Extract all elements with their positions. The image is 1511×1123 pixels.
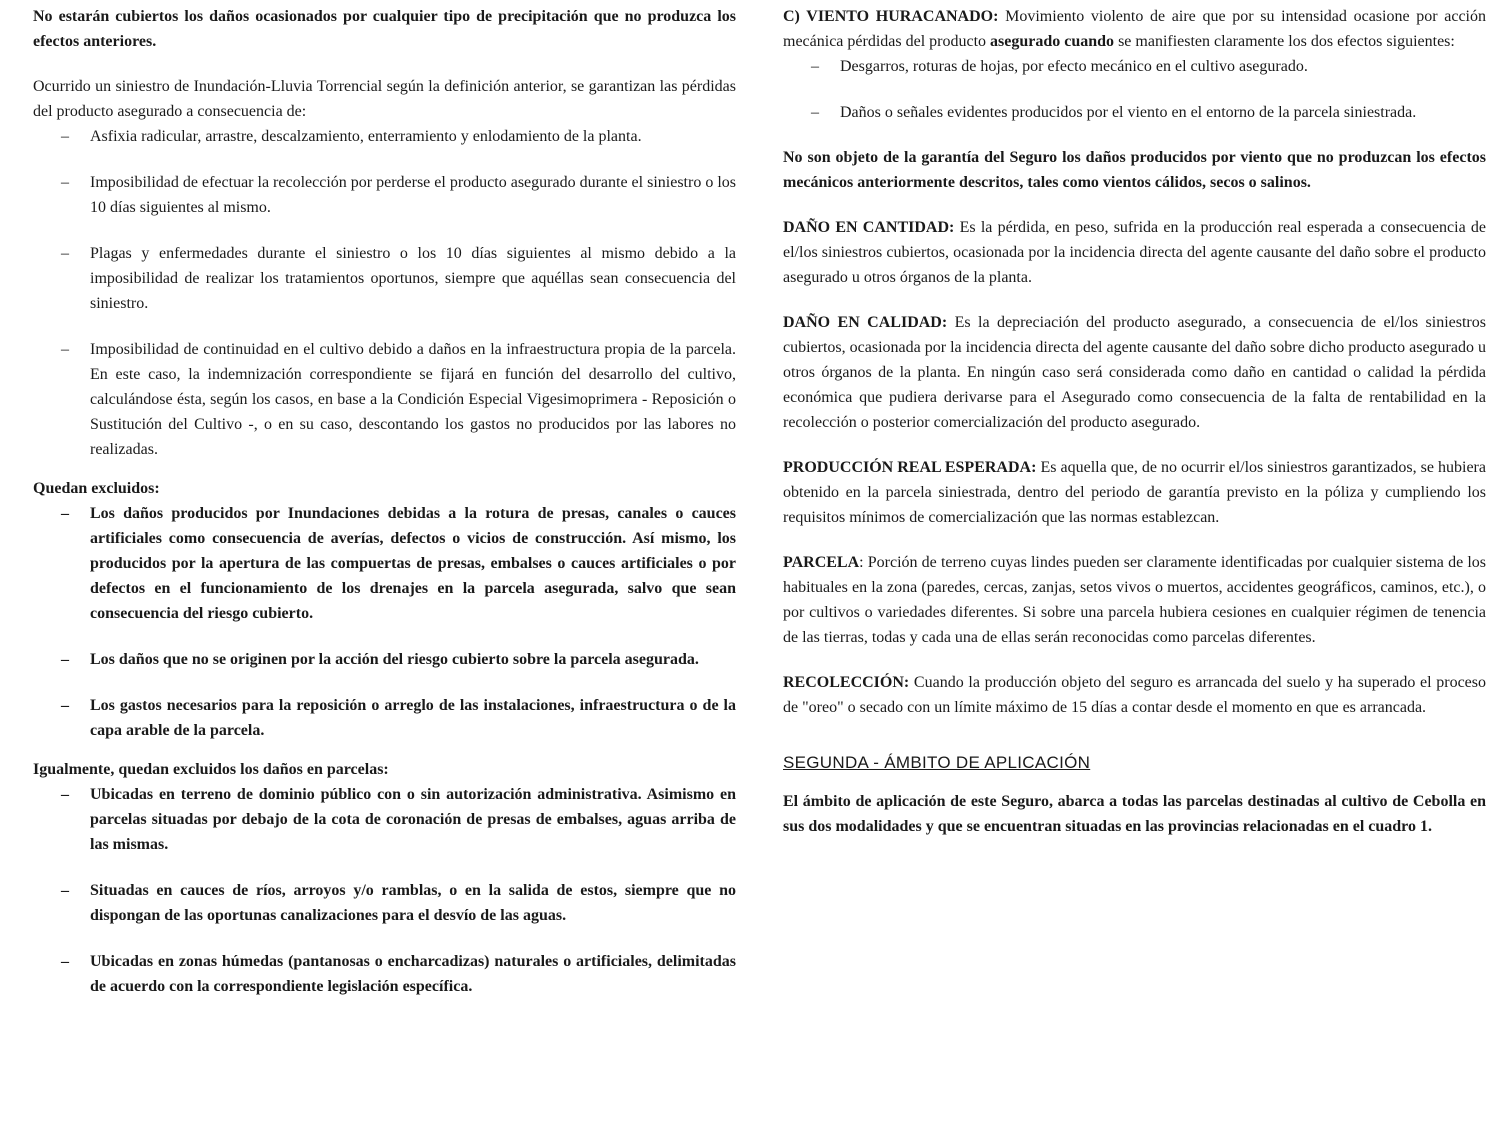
- wind-exclusion-note: No son objeto de la garantía del Seguro los daños producidos por viento que no produzcan los efectos mecánicos anteriormente descritos, tales como vientos cálidos, secos o salinos.: [783, 149, 1486, 191]
- dash-bullet: –: [61, 697, 69, 714]
- dash-bullet: –: [61, 786, 69, 803]
- section-heading: SEGUNDA - ÁMBITO DE APLICACIÓN: [783, 753, 1091, 772]
- dano-cantidad-definition: DAÑO EN CANTIDAD: Es la pérdida, en peso, sufrida en la producción real esperada a consecuencia de el/los siniestros cubiertos, ocasionada por la incidencia directa del agente causante del daño sobre el producto asegurado u otros órganos de la planta.: [783, 219, 1487, 286]
- definition-term: DAÑO EN CALIDAD:: [783, 314, 948, 331]
- recoleccion-definition: RECOLECCIÓN: Cuando la producción objeto del seguro es arrancada del suelo y ha superado el proceso de "oreo" o secado con un límite máximo de 15 días a contar desde el momento en que es arrancada.: [783, 674, 1486, 716]
- list-item: – Imposibilidad de efectuar la recolección por perderse el producto asegurado durante el siniestro o los 10 días siguientes al mismo.: [33, 170, 736, 220]
- dash-bullet: –: [61, 505, 69, 522]
- definition-term: PRODUCCIÓN REAL ESPERADA:: [783, 459, 1037, 476]
- dash-bullet: –: [61, 953, 69, 970]
- viento-huracanado-definition: C) VIENTO HURACANADO: Movimiento violento de aire que por su intensidad ocasione por acción mecánica pérdidas del producto asegurado cuando se manifiesten claramente los dos efectos siguientes:: [783, 8, 1486, 50]
- viento-effects-list: [783, 54, 1486, 125]
- dash-bullet: –: [61, 882, 69, 899]
- definition-term: DAÑO EN CANTIDAD:: [783, 219, 955, 236]
- list-item: – Los gastos necesarios para la reposición o arreglo de las instalaciones, infraestructura o de la capa arable de la parcela.: [33, 693, 736, 743]
- list-item: – Asfixia radicular, arrastre, descalzamiento, enterramiento y enlodamiento de la planta.: [33, 124, 736, 149]
- left-column: [33, 4, 736, 999]
- ambito-paragraph: El ámbito de aplicación de este Seguro, abarca a todas las parcelas destinadas al cultivo de Cebolla en sus dos modalidades y que se encuentran situadas en las provincias relacionadas en el cuadro 1.: [783, 793, 1486, 835]
- parcela-definition: PARCELA: Porción de terreno cuyas lindes pueden ser claramente identificadas por cualquier sistema de los habituales en la zona (paredes, cercas, zanjas, setos vivos o muertos, accidentes geográficos, caminos, etc.), o por cultivos o variedades diferentes. Si sobre una parcela hubiera cesiones en cualquier régimen de tenencia de las tierras, todas y cada una de ellas serán reconocidas como parcelas diferentes.: [783, 554, 1486, 646]
- definition-term: PARCELA: [783, 554, 860, 571]
- list-item: – Imposibilidad de continuidad en el cultivo debido a daños en la infraestructura propia de la parcela. En este caso, la indemnización correspondiente se fijará en función del desarrollo del cultivo, calculándose ésta, según los casos, en base a la Condición Especial Vigesimoprimera - Reposición o Sustitución del Cultivo -, o en su caso, descontando los gastos no producidos por las labores no realizadas.: [33, 337, 736, 462]
- list-item: – Ubicadas en terreno de dominio público con o sin autorización administrativa. Asimismo en parcelas situadas por debajo de la cota de coronación de presas de embalses, aguas arriba de las mismas.: [33, 782, 736, 857]
- dash-bullet: –: [61, 245, 69, 262]
- excluded-title: Quedan excluidos:: [33, 480, 160, 497]
- list-item: – Situadas en cauces de ríos, arroyos y/o ramblas, o en la salida de estos, siempre que no dispongan de las oportunas canalizaciones para el desvío de las aguas.: [33, 878, 736, 928]
- flood-guarantee-list: [33, 124, 736, 462]
- dash-bullet: –: [811, 104, 819, 121]
- dash-bullet: –: [61, 651, 69, 668]
- dash-bullet: –: [811, 58, 819, 75]
- definition-term: RECOLECCIÓN:: [783, 674, 910, 691]
- produccion-real-definition: PRODUCCIÓN REAL ESPERADA: Es aquella que, de no ocurrir el/los siniestros garantizados, se hubiera obtenido en la parcela siniestrada, dentro del periodo de garantía previsto en la póliza y cumpliendo los requisitos mínimos de comercialización que las normas establezcan.: [783, 459, 1486, 526]
- list-item: – Desgarros, roturas de hojas, por efecto mecánico en el cultivo asegurado.: [783, 54, 1486, 79]
- list-item: – Ubicadas en zonas húmedas (pantanosas o encharcadizas) naturales o artificiales, delimitadas de acuerdo con la correspondiente legislación específica.: [33, 949, 736, 999]
- also-excluded-title: Igualmente, quedan excluidos los daños en parcelas:: [33, 761, 389, 778]
- excluded-parcels-list: [33, 782, 736, 999]
- dash-bullet: –: [61, 174, 69, 191]
- list-item: – Los daños que no se originen por la acción del riesgo cubierto sobre la parcela asegurada.: [33, 647, 736, 672]
- list-item: – Los daños producidos por Inundaciones debidas a la rotura de presas, canales o cauces artificiales como consecuencia de averías, defectos o vicios de construcción. Así mismo, los producidos por la apertura de las compuertas de presas, embalses o cauces artificiales o por defectos en el funcionamiento de los drenajes en la parcela asegurada, salvo que sean consecuencia del riesgo cubierto.: [33, 501, 736, 626]
- list-item: – Plagas y enfermedades durante el siniestro o los 10 días siguientes al mismo debido a la imposibilidad de realizar los tratamientos oportunos, siempre que aquéllas sean consecuencia del siniestro.: [33, 241, 736, 316]
- definition-term: C) VIENTO HURACANADO:: [783, 8, 999, 25]
- flood-guarantee-paragraph: Ocurrido un siniestro de Inundación-Lluvia Torrencial según la definición anterior, se garantizan las pérdidas del producto asegurado a consecuencia de:: [33, 78, 736, 120]
- dash-bullet: –: [61, 341, 69, 358]
- dano-calidad-definition: DAÑO EN CALIDAD: Es la depreciación del producto asegurado, a consecuencia de el/los siniestros cubiertos, ocasionada por la incidencia directa del agente causante del daño sobre dicho producto asegurado u otros órganos de la planta. En ningún caso será considerada como daño en cantidad o calidad la pérdida económica que pudiera derivarse para el Asegurado como consecuencia de la falta de rentabilidad en la recolección o posterior comercialización del producto asegurado.: [783, 314, 1486, 431]
- excluded-list: [33, 501, 736, 743]
- uncovered-precipitation-note: No estarán cubiertos los daños ocasionados por cualquier tipo de precipitación que no produzca los efectos anteriores.: [33, 8, 736, 50]
- dash-bullet: –: [61, 128, 69, 145]
- list-item: – Daños o señales evidentes producidos por el viento en el entorno de la parcela siniestrada.: [783, 100, 1486, 125]
- right-column: [783, 4, 1486, 839]
